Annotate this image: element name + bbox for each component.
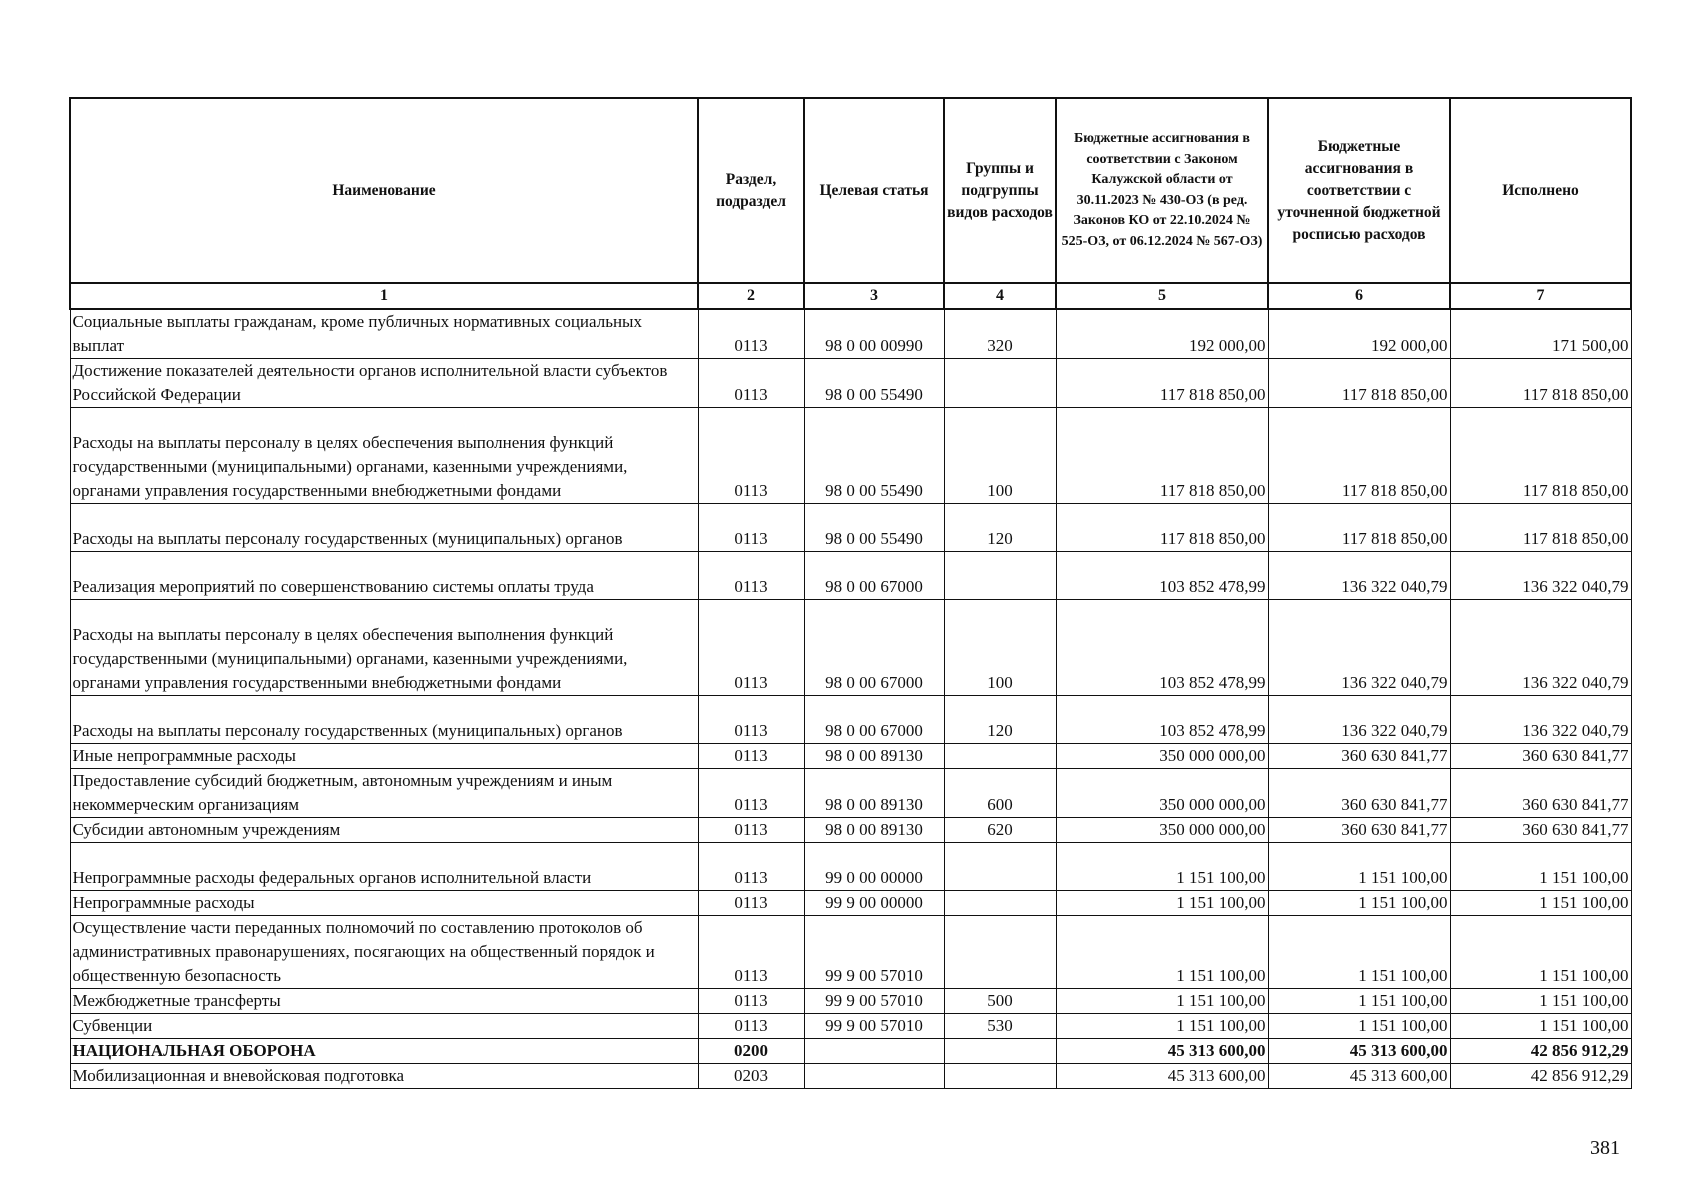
row-executed: 136 322 040,79	[1450, 600, 1631, 696]
row-law-allocation: 1 151 100,00	[1056, 989, 1268, 1014]
row-refined-allocation: 1 151 100,00	[1268, 989, 1450, 1014]
row-executed: 117 818 850,00	[1450, 408, 1631, 504]
column-number: 3	[804, 283, 944, 309]
row-law-allocation: 350 000 000,00	[1056, 769, 1268, 818]
row-refined-allocation: 360 630 841,77	[1268, 818, 1450, 843]
table-row	[70, 891, 1631, 916]
column-number: 1	[70, 283, 698, 309]
row-executed: 171 500,00	[1450, 309, 1631, 359]
row-refined-allocation: 45 313 600,00	[1268, 1039, 1450, 1064]
row-section: 0113	[698, 769, 804, 818]
row-name: Расходы на выплаты персоналу государственных (муниципальных) органов	[70, 696, 698, 744]
row-executed: 1 151 100,00	[1450, 843, 1631, 891]
row-group: 120	[944, 696, 1056, 744]
row-law-allocation: 103 852 478,99	[1056, 552, 1268, 600]
row-executed: 1 151 100,00	[1450, 1014, 1631, 1039]
row-section: 0113	[698, 309, 804, 359]
row-executed: 360 630 841,77	[1450, 744, 1631, 769]
row-group	[944, 1064, 1056, 1089]
row-executed: 136 322 040,79	[1450, 696, 1631, 744]
row-article: 98 0 00 55490	[804, 359, 944, 408]
row-refined-allocation: 1 151 100,00	[1268, 891, 1450, 916]
row-article: 98 0 00 00990	[804, 309, 944, 359]
row-refined-allocation: 136 322 040,79	[1268, 552, 1450, 600]
budget-table	[69, 97, 1632, 1089]
row-refined-allocation: 117 818 850,00	[1268, 408, 1450, 504]
column-number: 7	[1450, 283, 1631, 309]
column-number: 2	[698, 283, 804, 309]
row-name: Непрограммные расходы федеральных органов исполнительной власти	[70, 843, 698, 891]
row-refined-allocation: 360 630 841,77	[1268, 769, 1450, 818]
row-article: 98 0 00 89130	[804, 818, 944, 843]
header-executed: Исполнено	[1450, 98, 1631, 283]
row-article	[804, 1039, 944, 1064]
row-name: Непрограммные расходы	[70, 891, 698, 916]
table-row	[70, 600, 1631, 696]
row-group: 620	[944, 818, 1056, 843]
table-row	[70, 916, 1631, 989]
column-number: 5	[1056, 283, 1268, 309]
row-group	[944, 916, 1056, 989]
row-group: 600	[944, 769, 1056, 818]
row-group	[944, 359, 1056, 408]
row-refined-allocation: 117 818 850,00	[1268, 504, 1450, 552]
row-group: 120	[944, 504, 1056, 552]
row-name: Предоставление субсидий бюджетным, автономным учреждениям и иным некоммерческим организациям	[70, 769, 698, 818]
row-law-allocation: 1 151 100,00	[1056, 1014, 1268, 1039]
table-row	[70, 744, 1631, 769]
row-name: Иные непрограммные расходы	[70, 744, 698, 769]
row-group: 530	[944, 1014, 1056, 1039]
row-name: Мобилизационная и вневойсковая подготовка	[70, 1064, 698, 1089]
row-refined-allocation: 136 322 040,79	[1268, 696, 1450, 744]
table-row	[70, 696, 1631, 744]
row-refined-allocation: 360 630 841,77	[1268, 744, 1450, 769]
row-executed: 1 151 100,00	[1450, 891, 1631, 916]
row-group	[944, 843, 1056, 891]
table-body	[70, 309, 1631, 1089]
row-executed: 1 151 100,00	[1450, 916, 1631, 989]
row-group: 500	[944, 989, 1056, 1014]
table-row	[70, 309, 1631, 359]
row-name: Межбюджетные трансферты	[70, 989, 698, 1014]
row-article: 98 0 00 67000	[804, 696, 944, 744]
row-name: Реализация мероприятий по совершенствованию системы оплаты труда	[70, 552, 698, 600]
row-name: Расходы на выплаты персоналу государственных (муниципальных) органов	[70, 504, 698, 552]
row-executed: 136 322 040,79	[1450, 552, 1631, 600]
row-law-allocation: 350 000 000,00	[1056, 744, 1268, 769]
row-name: Расходы на выплаты персоналу в целях обеспечения выполнения функций государственными (муниципальными) органами, казенными учреждениями, органами управления государственными внебюджетными фондами	[70, 600, 698, 696]
row-section: 0113	[698, 818, 804, 843]
column-number: 6	[1268, 283, 1450, 309]
page-number: 381	[1590, 1137, 1620, 1159]
row-refined-allocation: 1 151 100,00	[1268, 916, 1450, 989]
row-refined-allocation: 1 151 100,00	[1268, 843, 1450, 891]
column-number: 4	[944, 283, 1056, 309]
table-row	[70, 1014, 1631, 1039]
row-name: Расходы на выплаты персоналу в целях обеспечения выполнения функций государственными (муниципальными) органами, казенными учреждениями, органами управления государственными внебюджетными фондами	[70, 408, 698, 504]
row-law-allocation: 103 852 478,99	[1056, 600, 1268, 696]
row-section: 0203	[698, 1064, 804, 1089]
row-article: 98 0 00 89130	[804, 769, 944, 818]
row-section: 0113	[698, 916, 804, 989]
row-group	[944, 552, 1056, 600]
row-section: 0113	[698, 744, 804, 769]
row-article: 99 9 00 57010	[804, 1014, 944, 1039]
header-article: Целевая статья	[804, 98, 944, 283]
row-section: 0113	[698, 359, 804, 408]
table-row	[70, 769, 1631, 818]
table-row	[70, 818, 1631, 843]
row-article	[804, 1064, 944, 1089]
row-article: 98 0 00 55490	[804, 504, 944, 552]
row-section: 0113	[698, 1014, 804, 1039]
row-article: 99 0 00 00000	[804, 843, 944, 891]
row-section: 0113	[698, 696, 804, 744]
row-group: 100	[944, 600, 1056, 696]
header-section: Раздел, подраздел	[698, 98, 804, 283]
row-name: Социальные выплаты гражданам, кроме публичных нормативных социальных выплат	[70, 309, 698, 359]
row-section: 0113	[698, 600, 804, 696]
row-executed: 42 856 912,29	[1450, 1039, 1631, 1064]
table-row	[70, 843, 1631, 891]
row-law-allocation: 117 818 850,00	[1056, 359, 1268, 408]
row-article: 98 0 00 55490	[804, 408, 944, 504]
table-row	[70, 408, 1631, 504]
header-row	[70, 98, 1631, 283]
row-article: 99 9 00 57010	[804, 916, 944, 989]
row-name: Субсидии автономным учреждениям	[70, 818, 698, 843]
row-law-allocation: 1 151 100,00	[1056, 916, 1268, 989]
row-article: 98 0 00 89130	[804, 744, 944, 769]
row-group	[944, 1039, 1056, 1064]
row-executed: 117 818 850,00	[1450, 504, 1631, 552]
row-law-allocation: 1 151 100,00	[1056, 843, 1268, 891]
row-refined-allocation: 45 313 600,00	[1268, 1064, 1450, 1089]
row-group	[944, 744, 1056, 769]
row-executed: 360 630 841,77	[1450, 818, 1631, 843]
header-law-allocations: Бюджетные ассигнования в соответствии с Законом Калужской области от 30.11.2023 № 430-ОЗ (в ред. Законов КО от 22.10.2024 № 525-ОЗ, от 06.12.2024 № 567-ОЗ)	[1056, 98, 1268, 283]
table-row	[70, 504, 1631, 552]
header-refined-allocations: Бюджетные ассигнования в соответствии с уточненной бюджетной росписью расходов	[1268, 98, 1450, 283]
row-section: 0113	[698, 989, 804, 1014]
row-law-allocation: 103 852 478,99	[1056, 696, 1268, 744]
header-group: Группы и подгруппы видов расходов	[944, 98, 1056, 283]
table-row	[70, 1064, 1631, 1089]
row-executed: 117 818 850,00	[1450, 359, 1631, 408]
row-name: Субвенции	[70, 1014, 698, 1039]
row-section: 0200	[698, 1039, 804, 1064]
row-law-allocation: 192 000,00	[1056, 309, 1268, 359]
column-number-row	[70, 283, 1631, 309]
row-name: НАЦИОНАЛЬНАЯ ОБОРОНА	[70, 1039, 698, 1064]
row-law-allocation: 117 818 850,00	[1056, 504, 1268, 552]
table-row	[70, 552, 1631, 600]
row-section: 0113	[698, 504, 804, 552]
row-section: 0113	[698, 408, 804, 504]
row-refined-allocation: 192 000,00	[1268, 309, 1450, 359]
row-executed: 360 630 841,77	[1450, 769, 1631, 818]
row-refined-allocation: 117 818 850,00	[1268, 359, 1450, 408]
row-group	[944, 891, 1056, 916]
row-article: 99 9 00 57010	[804, 989, 944, 1014]
header-name: Наименование	[70, 98, 698, 283]
table-row	[70, 989, 1631, 1014]
row-refined-allocation: 136 322 040,79	[1268, 600, 1450, 696]
row-article: 98 0 00 67000	[804, 552, 944, 600]
row-article: 99 9 00 00000	[804, 891, 944, 916]
row-law-allocation: 45 313 600,00	[1056, 1039, 1268, 1064]
row-law-allocation: 1 151 100,00	[1056, 891, 1268, 916]
row-group: 100	[944, 408, 1056, 504]
row-law-allocation: 45 313 600,00	[1056, 1064, 1268, 1089]
row-name: Осуществление части переданных полномочий по составлению протоколов об административных правонарушениях, посягающих на общественный порядок и общественную безопасность	[70, 916, 698, 989]
row-executed: 42 856 912,29	[1450, 1064, 1631, 1089]
table-row	[70, 1039, 1631, 1064]
row-name: Достижение показателей деятельности органов исполнительной власти субъектов Российской Федерации	[70, 359, 698, 408]
row-section: 0113	[698, 552, 804, 600]
row-group: 320	[944, 309, 1056, 359]
row-refined-allocation: 1 151 100,00	[1268, 1014, 1450, 1039]
row-section: 0113	[698, 843, 804, 891]
row-executed: 1 151 100,00	[1450, 989, 1631, 1014]
row-law-allocation: 117 818 850,00	[1056, 408, 1268, 504]
row-law-allocation: 350 000 000,00	[1056, 818, 1268, 843]
row-section: 0113	[698, 891, 804, 916]
row-article: 98 0 00 67000	[804, 600, 944, 696]
table-row	[70, 359, 1631, 408]
